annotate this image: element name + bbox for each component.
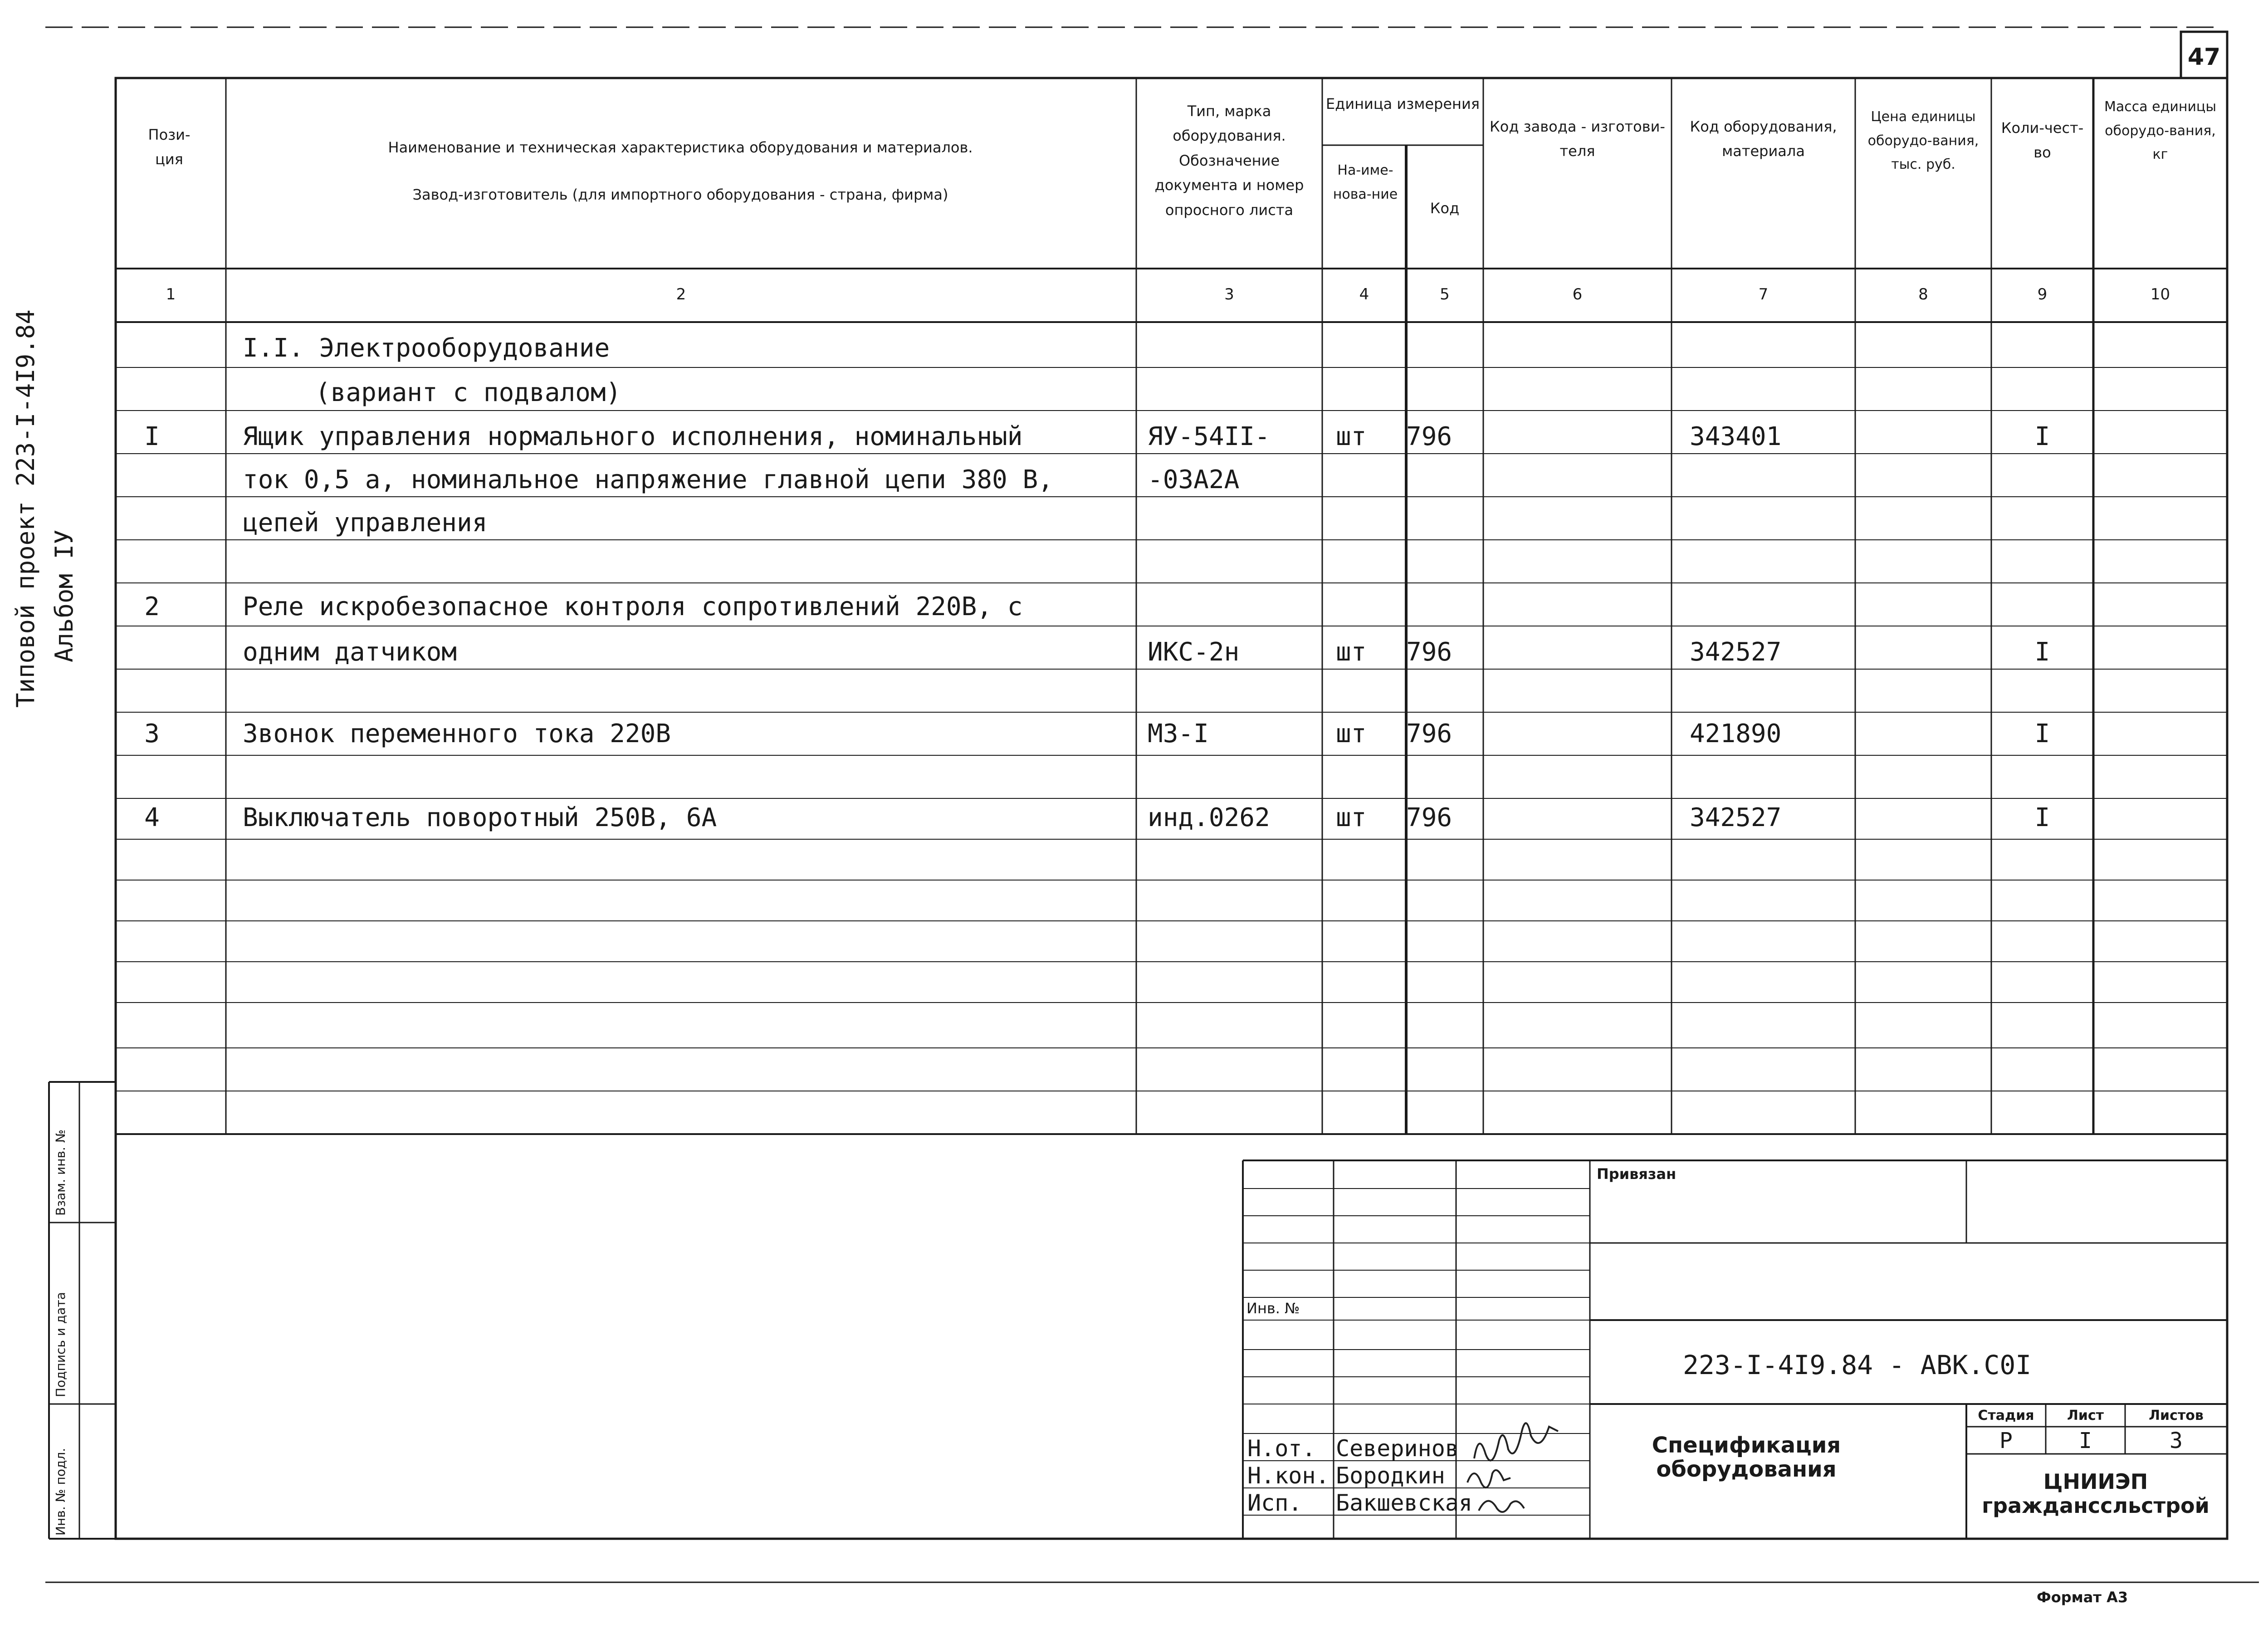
header-position: Пози-ция <box>148 126 191 168</box>
item-type: МЗ-I <box>1148 719 1209 749</box>
col-number: 5 <box>1440 285 1450 303</box>
header-equipment-code: Код оборудования, материала <box>1690 118 1837 160</box>
document-title: Спецификация оборудования <box>1652 1433 1841 1482</box>
stage-value: Р <box>1999 1428 2013 1453</box>
sheets-value: 3 <box>2170 1428 2183 1453</box>
item-unit-code: 796 <box>1406 719 1452 749</box>
header-unit-price: Цена единицы оборудо-вания, тыс. руб. <box>1867 109 1979 172</box>
sig-role: Исп. <box>1247 1490 1302 1516</box>
col-number: 7 <box>1758 285 1769 303</box>
sig-name: Бородкин <box>1336 1463 1445 1489</box>
side-album-title: Альбом IУ <box>50 529 78 662</box>
bound-label: Привязан <box>1597 1165 1677 1183</box>
item-type: инд.0262 <box>1148 803 1270 832</box>
item-quantity: I <box>2034 422 2050 451</box>
item-unit-code: 796 <box>1406 422 1452 451</box>
header-name-line1: Наименование и техническая характеристика оборудования и материалов. <box>388 139 973 156</box>
item-unit: шт <box>1336 422 1367 451</box>
page-number: 47 <box>2187 44 2221 71</box>
format-label: Формат А3 <box>2037 1589 2128 1606</box>
item-type: ЯУ-54II- <box>1148 422 1270 451</box>
item-name: Звонок переменного тока 220В <box>243 719 671 749</box>
sheets-label: Листов <box>2149 1408 2204 1424</box>
item-position: I <box>144 422 160 451</box>
col-number: 3 <box>1224 285 1234 303</box>
col-number: 9 <box>2037 285 2048 303</box>
item-unit-code: 796 <box>1406 803 1452 832</box>
section-subtitle: (вариант с подвалом) <box>315 378 621 407</box>
sig-name: Северинов <box>1336 1435 1459 1462</box>
item-unit-code: 796 <box>1406 637 1452 667</box>
item-position: 3 <box>144 719 160 749</box>
sig-role: Н.от. <box>1247 1435 1316 1462</box>
document-code: 223-I-4I9.84 - АВК.С0I <box>1683 1350 2032 1380</box>
col-number: 4 <box>1359 285 1369 303</box>
header-name-line2: Завод-изготовитель (для импортного оборудования - страна, фирма) <box>412 186 948 203</box>
side-stamp-replaced-inv: Взам. инв. № <box>53 1129 68 1216</box>
item-name: одним датчиком <box>243 637 457 667</box>
item-equipment-code: 421890 <box>1690 719 1782 749</box>
side-stamp-original-inv: Инв. № подл. <box>53 1448 68 1536</box>
item-name: цепей управления <box>243 508 488 538</box>
item-unit: шт <box>1336 803 1367 832</box>
organization: ЦНИИЭП гражданссльстрой <box>1982 1469 2209 1518</box>
item-equipment-code: 342527 <box>1690 803 1782 832</box>
item-name: Выключатель поворотный 250В, 6А <box>243 803 717 832</box>
inv-no-label: Инв. № <box>1246 1300 1300 1317</box>
item-type: -03А2А <box>1148 465 1240 494</box>
col-number: 1 <box>166 285 176 303</box>
header-manufacturer-code: Код завода - изготови-теля <box>1490 118 1665 160</box>
item-position: 4 <box>144 803 160 832</box>
sheet-label: Лист <box>2067 1408 2104 1424</box>
side-stamp-signature-date: Подпись и дата <box>53 1292 68 1397</box>
col-number: 6 <box>1572 285 1583 303</box>
item-equipment-code: 342527 <box>1690 637 1782 667</box>
sig-name: Бакшевская <box>1336 1490 1473 1516</box>
item-name: Ящик управления нормального исполнения, номинальный <box>243 422 1023 451</box>
side-project-title: Типовой проект 223-I-4I9.84 <box>11 309 40 708</box>
header-unit-group: Единица измерения <box>1325 95 1480 113</box>
section-title: I.I. Электрооборудование <box>243 333 610 363</box>
item-type: ИКС-2н <box>1148 637 1240 667</box>
item-quantity: I <box>2034 803 2050 832</box>
col-number: 8 <box>1918 285 1928 303</box>
col-number: 2 <box>676 285 686 303</box>
item-unit: шт <box>1336 719 1367 749</box>
item-name: ток 0,5 а, номинальное напряжение главной цепи 380 В, <box>243 465 1053 494</box>
header-quantity: Коли-чест-во <box>2001 119 2084 161</box>
item-equipment-code: 343401 <box>1690 422 1782 451</box>
header-unit-name: На-име-нова-ние <box>1333 162 1398 202</box>
col-number: 10 <box>2150 285 2170 303</box>
item-quantity: I <box>2034 719 2050 749</box>
header-unit-code: Код <box>1430 200 1460 217</box>
stage-label: Стадия <box>1978 1408 2034 1424</box>
item-position: 2 <box>144 592 160 621</box>
header-unit-mass: Масса единицы оборудо-вания, кг <box>2104 99 2217 162</box>
item-quantity: I <box>2034 637 2050 667</box>
item-unit: шт <box>1336 637 1367 667</box>
sheet-value: I <box>2079 1428 2092 1453</box>
signature-marks <box>1467 1423 1558 1512</box>
sig-role: Н.кон. <box>1247 1463 1330 1489</box>
header-type: Тип, марка оборудования. Обозначение документа и номер опросного листа <box>1154 103 1304 219</box>
item-name: Реле искробезопасное контроля сопротивлений 220В, с <box>243 592 1023 621</box>
